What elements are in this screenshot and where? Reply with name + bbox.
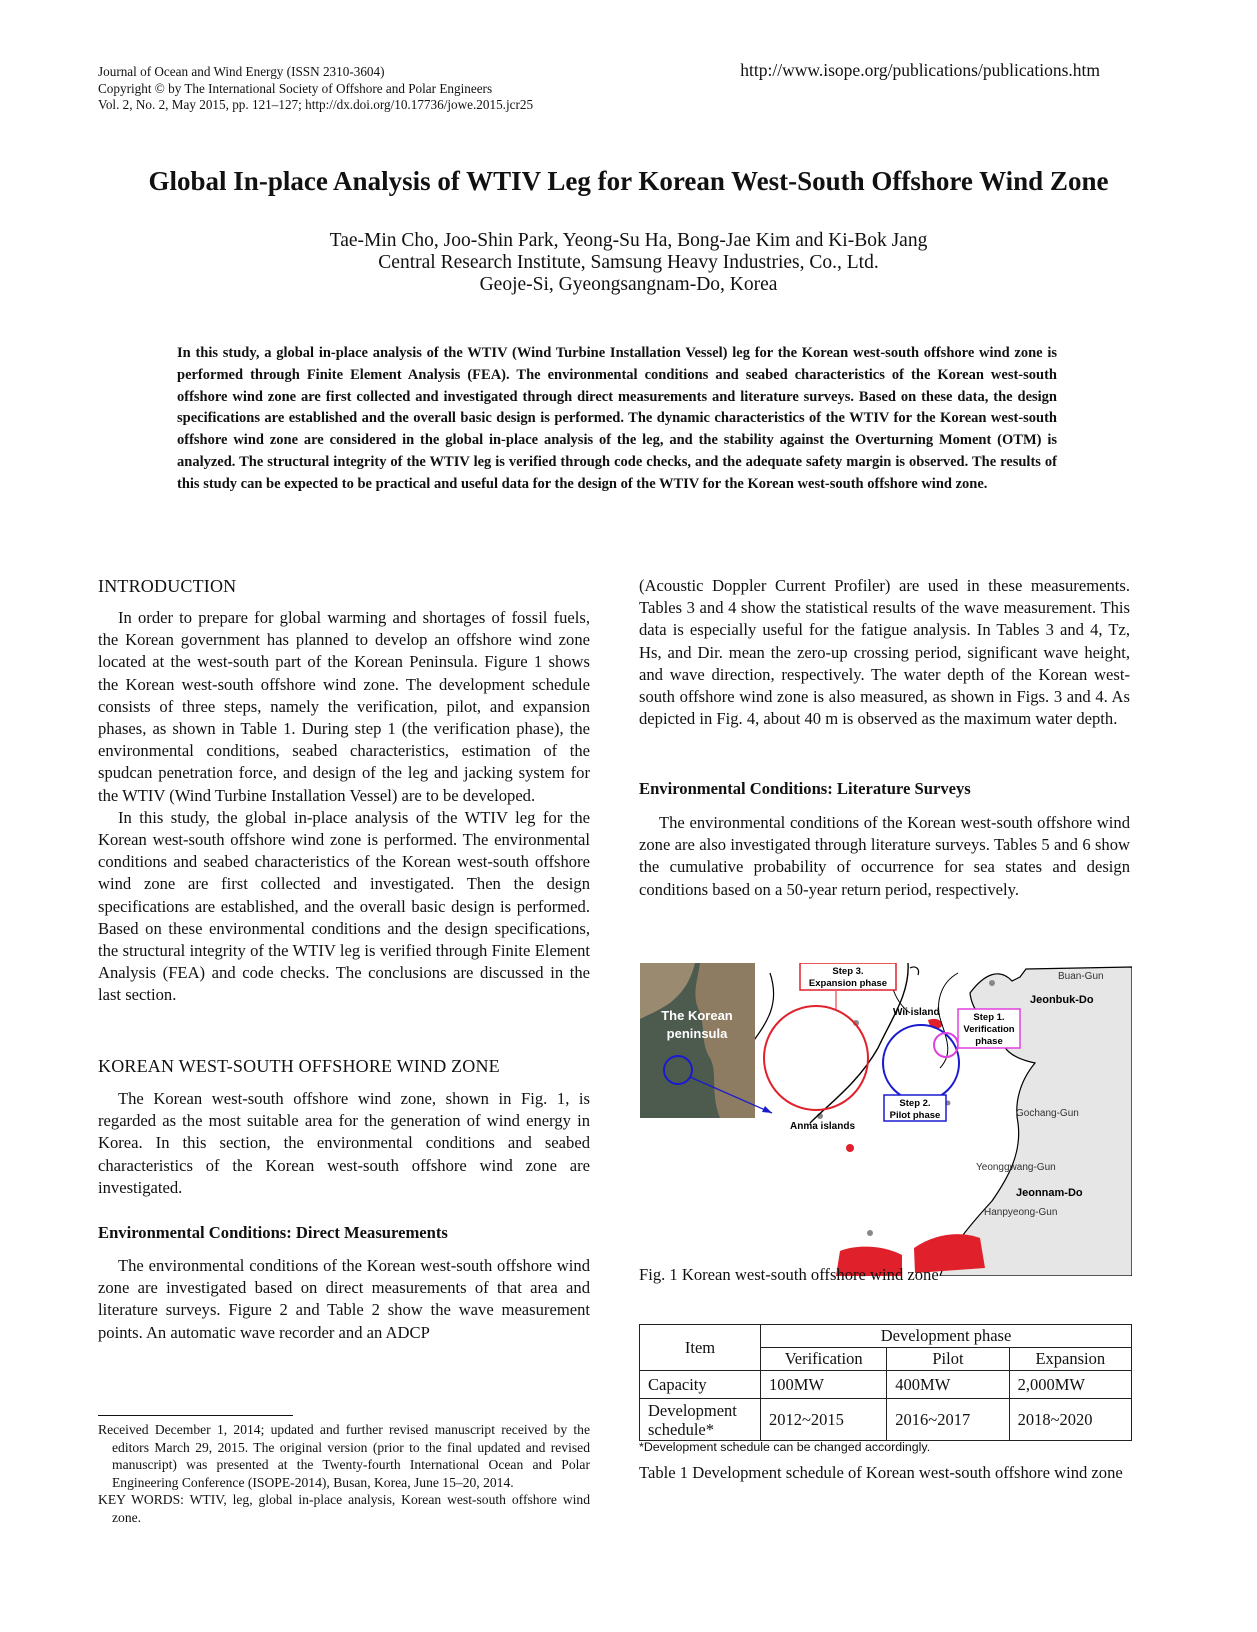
received-note: Received December 1, 2014; updated and further revised manuscript received by the editors March 29, 2015. The original version (prior to the final updated and revised manuscript) was presented at the Twenty-fourth International Ocean and Polar Engineering Conference (ISOPE-2014), Busan, Korea, June 15–20, 2014. xyxy=(98,1422,590,1490)
table-cell: 2,000MW xyxy=(1009,1371,1131,1399)
table-header-expansion: Expansion xyxy=(1009,1348,1131,1371)
paragraph: In this study, the global in-place analysis of the WTIV leg for the Korean west-south offshore wind zone is performed. The environmental conditions and seabed characteristics of the Korean west-south offshore wind zone are first collected and investigated. Then the design specifications are established, and the overall basic design is performed. Based on these environmental conditions and the design specifications, the structural integrity of the WTIV leg is verified through Finite Element Analysis (FEA) and code checks. The conclusions are discussed in the last section. xyxy=(98,807,590,1005)
paper-title: Global In-place Analysis of WTIV Leg for Korean West-South Offshore Wind Zone xyxy=(148,166,1109,196)
place-label: Buan-Gun xyxy=(1058,971,1104,982)
inset-label: peninsula xyxy=(666,1026,728,1041)
paragraph: The environmental conditions of the Korean west-south offshore wind zone are investigated based on direct measurements of that area and literature surveys. Figure 2 and Table 2 show the wave measurement points. An automatic wave recorder and an ADCP xyxy=(98,1256,590,1342)
literature-body xyxy=(639,812,1130,901)
table-header-phase: Development phase xyxy=(761,1325,1132,1348)
place-label: Gochang-Gun xyxy=(1016,1108,1079,1119)
step3-subtitle: Expansion phase xyxy=(808,978,888,989)
figure-1-map xyxy=(640,963,1132,1276)
place-label: Jeonbuk-Do xyxy=(1030,994,1094,1006)
table-header-item: Item xyxy=(640,1325,761,1371)
place-label: Anma islands xyxy=(790,1121,856,1132)
table-1-caption: Table 1 Development schedule of Korean west-south offshore wind zone xyxy=(639,1463,1123,1482)
introduction-body xyxy=(98,607,590,1007)
direct-body-continued xyxy=(639,575,1130,730)
volume-line: Vol. 2, No. 2, May 2015, pp. 121–127; http://dx.doi.org/10.17736/jowe.2015.jcr25 xyxy=(98,97,534,112)
table-1 xyxy=(639,1324,1132,1441)
table-row-label: Development schedule* xyxy=(640,1399,761,1441)
section-heading-wind-zone: KOREAN WEST-SOUTH OFFSHORE WIND ZONE xyxy=(98,1056,500,1076)
journal-header xyxy=(98,64,533,114)
paragraph: The environmental conditions of the Korean west-south offshore wind zone are also investigated through literature surveys. Tables 5 and 6 show the cumulative probability of occurrence for sea states and design conditions based on a 50-year return period, respectively. xyxy=(639,813,1130,899)
place-label: Wii island xyxy=(893,1007,940,1018)
footnote-rule xyxy=(98,1415,293,1416)
island-shape xyxy=(989,980,995,986)
place-label: Jeonnam-Do xyxy=(1016,1187,1083,1199)
table-header-verification: Verification xyxy=(761,1348,887,1371)
abstract: In this study, a global in-place analysis of the WTIV (Wind Turbine Installation Vessel) leg for the Korean west-south offshore wind zone is performed through Finite Element Analysis (FEA). The environmental conditions and seabed characteristics of the Korean west-south offshore wind zone are first collected and investigated through direct measurements and literature surveys. Based on these data, the design specifications are established and the overall basic design is performed. The dynamic characteristics of the WTIV for the Korean west-south offshore wind zone are considered in the global in-place analysis of the leg, and the stability against the Overturning Moment (OTM) is analyzed. The structural integrity of the WTIV leg is verified through code checks, and the adequate safety margin is observed. The results of this study can be expected to be practical and useful data for the design of the WTIV for the Korean west-south offshore wind zone. xyxy=(177,345,1057,492)
table-row-label: Capacity xyxy=(640,1371,761,1399)
step3-title: Step 3. xyxy=(832,966,864,977)
author-location: Geoje-Si, Gyeongsangnam-Do, Korea xyxy=(479,274,778,295)
journal-url[interactable]: http://www.isope.org/publications/publications.htm xyxy=(740,60,1100,80)
figure-1-caption: Fig. 1 Korean west-south offshore wind zone xyxy=(639,1265,939,1284)
table-row xyxy=(640,1399,1132,1441)
place-label: Hanpyeong-Gun xyxy=(984,1207,1058,1218)
island-shape xyxy=(867,1230,873,1236)
step1-title: Step 1. xyxy=(973,1012,1005,1023)
island-shape xyxy=(846,1144,854,1152)
step2-subtitle: Pilot phase xyxy=(889,1110,941,1121)
table-cell: 2012~2015 xyxy=(761,1399,887,1441)
table-cell: 100MW xyxy=(761,1371,887,1399)
table-cell: 2016~2017 xyxy=(887,1399,1009,1441)
table-cell: 2018~2020 xyxy=(1009,1399,1131,1441)
section-heading-introduction: INTRODUCTION xyxy=(98,576,237,596)
step1-subtitle: Verification xyxy=(963,1024,1015,1035)
place-label: Yeonggwang-Gun xyxy=(976,1162,1056,1173)
table-row xyxy=(640,1371,1132,1399)
step2-title: Step 2. xyxy=(899,1098,931,1109)
inset-label: The Korean xyxy=(661,1008,733,1023)
step1-subtitle: phase xyxy=(975,1036,1003,1047)
copyright-line: Copyright © by The International Society of Offshore and Polar Engineers xyxy=(98,80,493,96)
table-header-pilot: Pilot xyxy=(887,1348,1009,1371)
author-names: Tae-Min Cho, Joo-Shin Park, Yeong-Su Ha, Bong-Jae Kim and Ki-Bok Jang xyxy=(329,230,928,251)
paragraph: (Acoustic Doppler Current Profiler) are used in these measurements. Tables 3 and 4 show the statistical results of the wave measurement. This data is especially useful for the fatigue analysis. In Tables 3 and 4, Tz, Hs, and Dir. mean the zero-up crossing period, significant wave height, and wave direction, respectively. The water depth of the Korean west-south offshore wind zone is also measured, as shown in Figs. 3 and 4. As depicted in Fig. 4, about 40 m is observed as the maximum water depth. xyxy=(639,576,1130,729)
author-block xyxy=(0,230,1257,296)
journal-name: Journal of Ocean and Wind Energy (ISSN 2310-3604) xyxy=(98,64,385,79)
paragraph: In order to prepare for global warming and shortages of fossil fuels, the Korean government has planned to develop an offshore wind zone located at the west-south part of the Korean Peninsula. Figure 1 shows the Korean west-south offshore wind zone. The development schedule consists of three steps, namely the verification, pilot, and expansion phases, as shown in Table 1. During step 1 (the verification phase), the environmental conditions, seabed characteristics, estimation of the spudcan penetration force, and design of the leg and jacking system for the WTIV (Wind Turbine Installation Vessel) are to be developed. xyxy=(98,608,590,805)
wind-zone-body xyxy=(98,1088,590,1199)
keywords: KEY WORDS: WTIV, leg, global in-place analysis, Korean west-south offshore wind zone. xyxy=(98,1492,590,1525)
table-cell: 400MW xyxy=(887,1371,1009,1399)
subsection-heading-literature: Environmental Conditions: Literature Surveys xyxy=(639,779,971,798)
author-affiliation: Central Research Institute, Samsung Heavy Industries, Co., Ltd. xyxy=(378,252,879,273)
table-1-note: *Development schedule can be changed accordingly. xyxy=(639,1440,931,1454)
direct-body xyxy=(98,1255,590,1344)
subsection-heading-direct: Environmental Conditions: Direct Measurements xyxy=(98,1223,448,1242)
paragraph: The Korean west-south offshore wind zone, shown in Fig. 1, is regarded as the most suitable area for the generation of wind energy in Korea. In this section, the environmental conditions and seabed characteristics of the Korean west-south offshore wind zone are investigated. xyxy=(98,1089,590,1197)
footnote xyxy=(98,1421,590,1527)
